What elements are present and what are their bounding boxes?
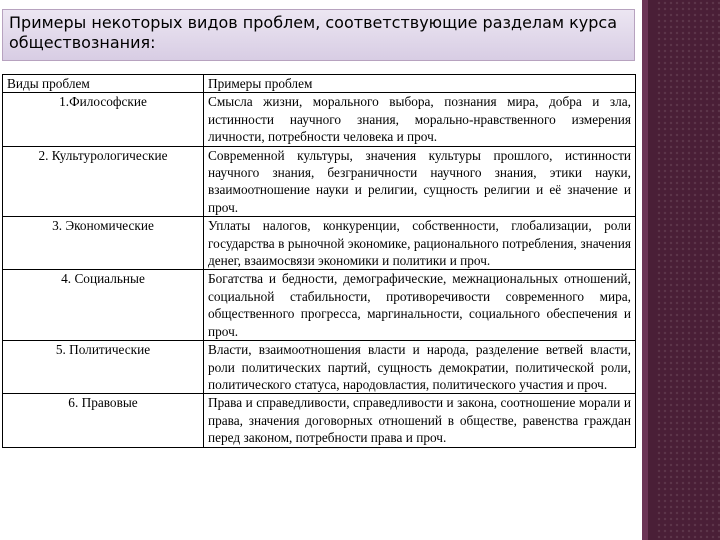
side-panel-stripe (642, 0, 648, 540)
problem-type-cell: 5. Политические (3, 341, 204, 394)
problem-type-cell: 2. Культурологические (3, 146, 204, 217)
table-row (3, 394, 636, 447)
table-row (3, 270, 636, 341)
problem-type-cell: 4. Социальные (3, 270, 204, 341)
problem-type-cell: 6. Правовые (3, 394, 204, 447)
slide-title: Примеры некоторых видов проблем, соответствующие разделам курса обществознания: (2, 9, 635, 61)
problem-type-cell: 3. Экономические (3, 217, 204, 270)
decorative-side-panel (642, 0, 720, 540)
table-row (3, 146, 636, 217)
table-header-row (3, 75, 636, 93)
problem-examples-cell: Богатства и бедности, демографические, межнациональных отношений, социальной стабильности, противоречивости современного мира, общественного прогресса, маргинальности, социального обеспечения и проч. (204, 270, 636, 341)
problem-examples-cell: Смысла жизни, морального выбора, познания мира, добра и зла, истинности научного знания, морально-нравственного измерения личности, потребности человека и проч. (204, 93, 636, 146)
header-problem-examples: Примеры проблем (204, 75, 636, 93)
problem-examples-cell: Уплаты налогов, конкуренции, собственности, глобализации, роли государства в рыночной экономике, рационального потребления, значения денег, взаимосвязи экономики и политики и проч. (204, 217, 636, 270)
table-row (3, 217, 636, 270)
problem-examples-cell: Власти, взаимоотношения власти и народа, разделение ветвей власти, роли политических партий, сущность демократии, политической роли, политического статуса, народовластия, политического участия и проч. (204, 341, 636, 394)
side-panel-texture (656, 0, 720, 540)
problem-examples-cell: Права и справедливости, справедливости и закона, соотношение морали и права, значения договорных отношений в обществе, равенства граждан перед законом, потребности права и проч. (204, 394, 636, 447)
problem-type-cell: 1.Философские (3, 93, 204, 146)
problem-examples-cell: Современной культуры, значения культуры прошлого, истинности научного знания, безграничности научного знания, этики науки, взаимоотношение науки и религии, сущность религии и её значение и проч. (204, 146, 636, 217)
table-row (3, 341, 636, 394)
header-problem-types: Виды проблем (3, 75, 204, 93)
table-row (3, 93, 636, 146)
problems-table (2, 74, 636, 448)
